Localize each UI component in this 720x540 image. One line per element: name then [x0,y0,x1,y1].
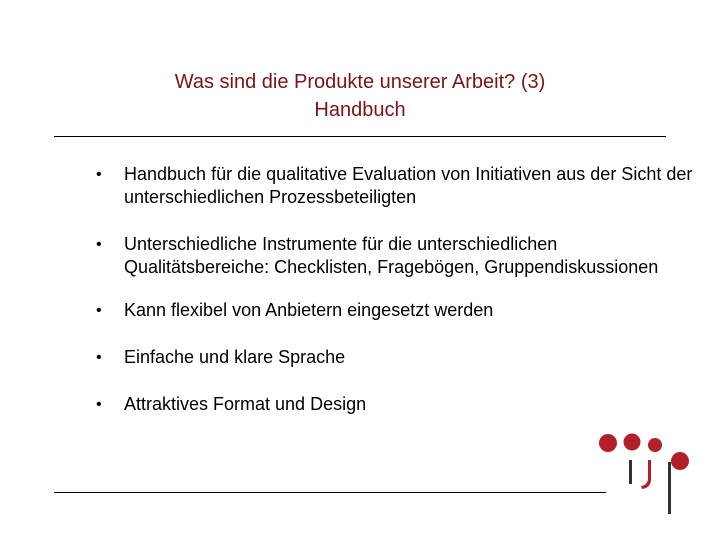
bullet-item [96,346,696,369]
university-logo-icon [598,432,693,514]
bullet-dot-icon: • [96,396,102,413]
logo-stem [668,462,671,514]
logo-dot-3 [648,438,662,452]
logo-dot-2 [624,434,641,451]
logo-dot-4 [671,452,689,470]
logo-bar-i [629,460,632,484]
logo-dot-1 [599,434,617,452]
slide-title [60,68,660,124]
bullet-item [96,163,696,209]
bullet-text: Handbuch für die qualitative Evaluation von Initiativen aus der Sicht der unterschiedlichen Prozessbeteiligten [124,164,693,207]
slide-title-line-2: Handbuch [314,99,406,121]
title-divider [54,136,666,137]
bullet-dot-icon: • [96,349,102,366]
bullet-text: Unterschiedliche Instrumente für die unterschiedlichen Qualitätsbereiche: Checklisten, Fragebögen, Gruppendiskussionen [124,234,659,277]
footer-divider [54,492,606,493]
bullet-item [96,393,696,416]
slide-title-line-1: Was sind die Produkte unserer Arbeit? (3) [174,71,546,93]
bullet-item [96,299,696,322]
bullet-item [96,233,696,279]
bullet-list [96,163,696,436]
bullet-text: Attraktives Format und Design [124,394,367,414]
bullet-dot-icon: • [96,236,102,253]
bullet-text: Einfache und klare Sprache [124,347,346,367]
bullet-dot-icon: • [96,302,102,319]
bullet-text: Kann flexibel von Anbietern eingesetzt werden [124,300,494,320]
logo-letter-j [641,460,651,489]
bullet-dot-icon: • [96,166,102,183]
